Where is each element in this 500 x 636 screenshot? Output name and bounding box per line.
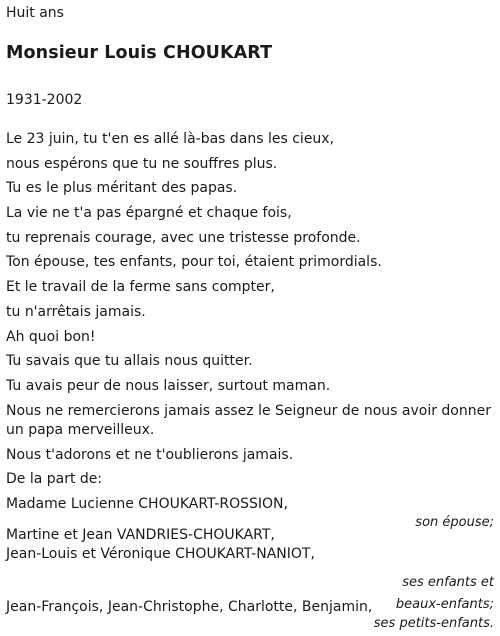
signatory-relation: son épouse; [415,515,494,530]
signatory-group [6,598,494,635]
signatories-intro: De la part de: [6,471,103,487]
tribute-line: Tu es le plus méritant des papas. [6,180,238,197]
tribute-line: tu reprenais courage, avec une tristesse profonde. [6,229,361,246]
tribute-line: Nous t'adorons et ne t'oublierons jamais. [6,446,294,463]
signatory-names: Martine et Jean VANDRIES-CHOUKART, Jean-Louis et Véronique CHOUKART-NANIOT, [6,527,315,562]
tribute-line: Ton épouse, tes enfants, pour toi, étaient primordials. [6,254,382,271]
tribute-text [6,127,494,467]
signatory-relation: ses petits-enfants. [373,616,494,631]
tribute-line: tu n'arrêtais jamais. [6,303,146,320]
signatory-relation: ses enfants et beaux-enfants; [395,575,494,612]
tribute-line: nous espérons que tu ne souffres plus. [6,155,278,172]
deceased-name: Monsieur Louis CHOUKART [6,43,273,63]
signatory-names: Madame Lucienne CHOUKART-ROSSION, [6,496,288,512]
tribute-line: Et le travail de la ferme sans compter, [6,279,275,296]
tribute-line: Le 23 juin, tu t'en es allé là-bas dans les cieux, [6,131,335,147]
life-dates: 1931-2002 [6,92,83,108]
tribute-line: La vie ne t'a pas épargné et chaque fois, [6,205,292,222]
signatory-names: Jean-François, Jean-Christophe, Charlotte, Benjamin, [6,599,373,615]
tribute-line: Tu avais peur de nous laisser, surtout maman. [6,377,331,394]
tribute-line: Tu savais que tu allais nous quitter. [6,353,253,370]
tribute-line: Nous ne remercierons jamais assez le Seigneur de nous avoir donner un papa merveilleux. [6,402,491,438]
anniversary-label: Huit ans [6,5,64,21]
tribute-line: Ah quoi bon! [6,328,96,345]
